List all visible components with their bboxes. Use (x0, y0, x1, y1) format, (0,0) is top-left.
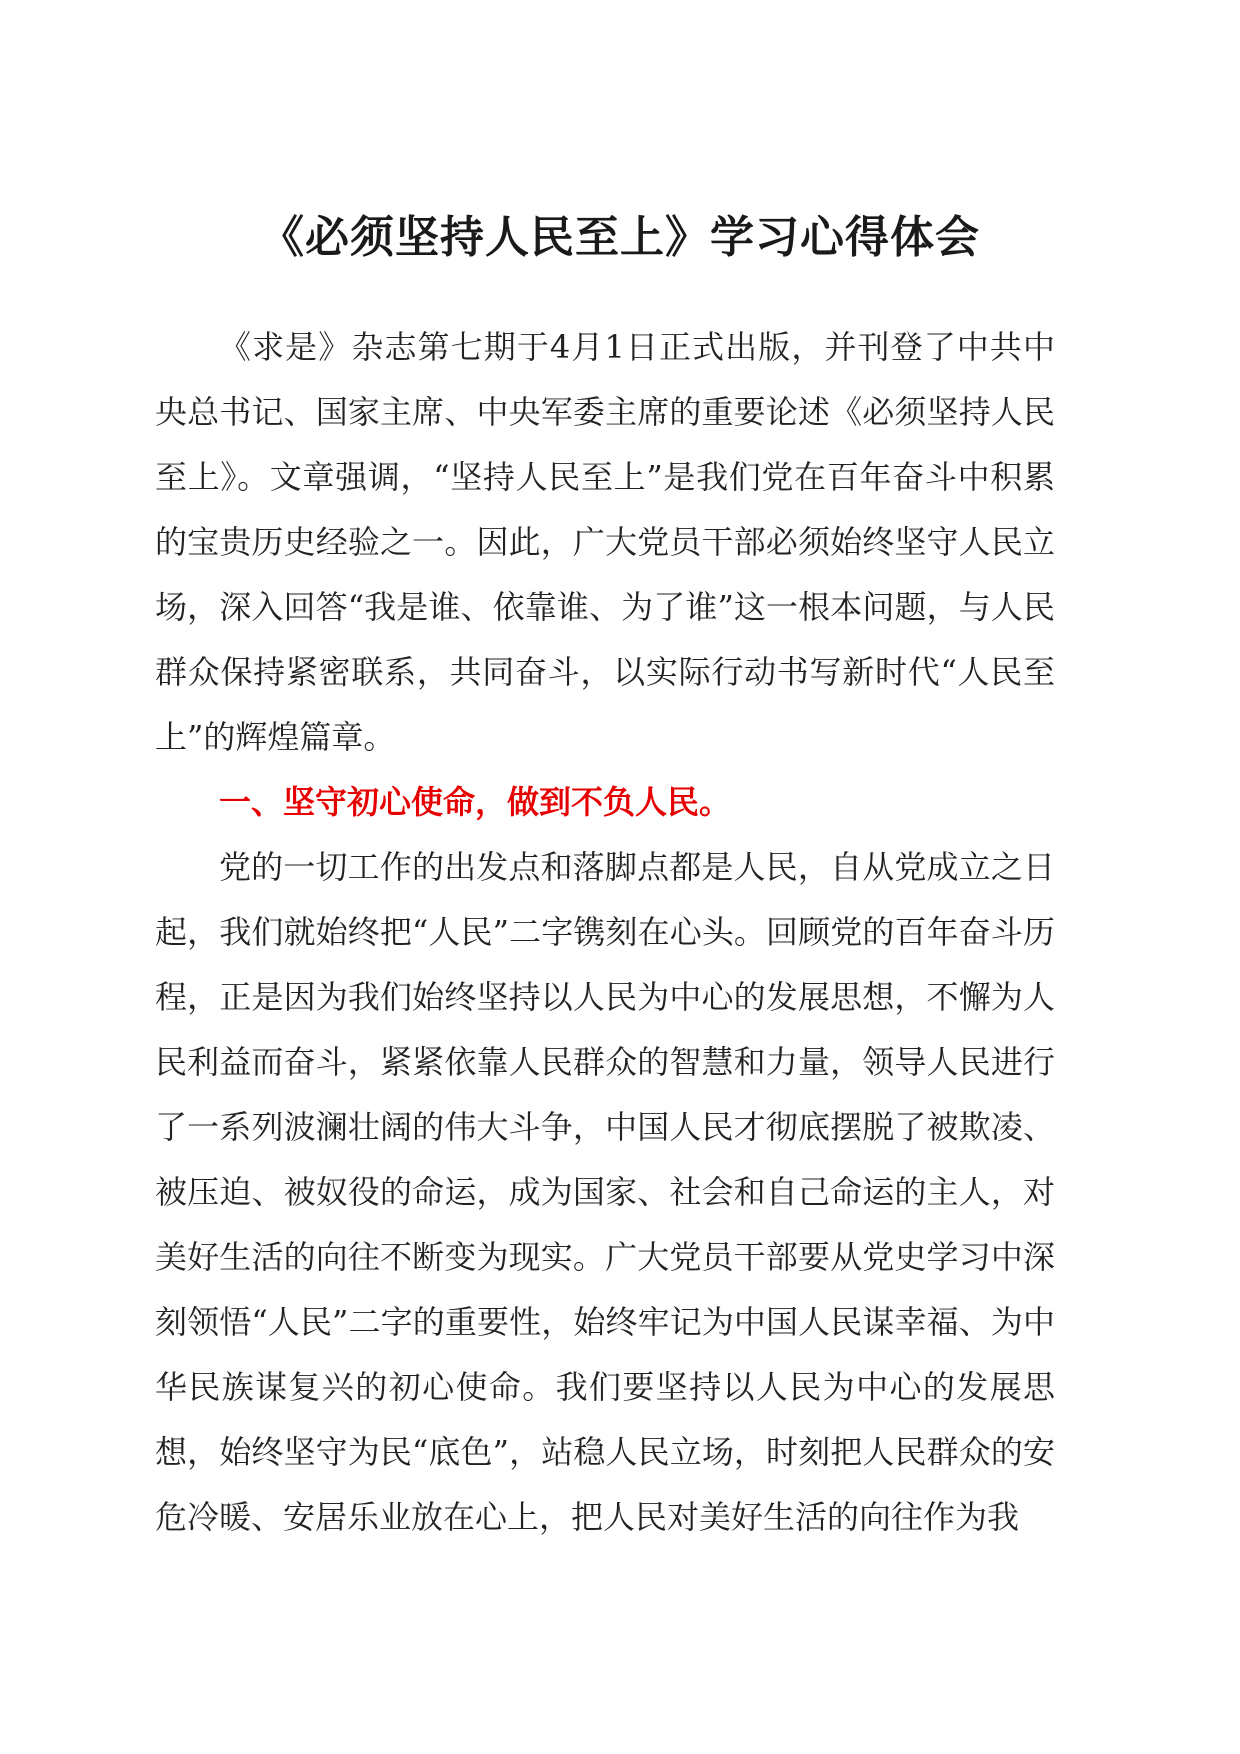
document-title: 《必须坚持人民至上》学习心得体会 (260, 212, 980, 263)
section-heading-1: 一、坚守初心使命，做到不负人民。 (219, 783, 732, 821)
intro-paragraph: 《求是》杂志第七期于4月1日正式出版，并刊登了中共中央总书记、国家主席、中央军委主席的重要论述《必须坚持人民至上》。文章强调，“坚持人民至上”是我们党在百年奋斗中积累的宝贵历史经验之一。因此，广大党员干部必须始终坚守人民立场，深入回答“我是谁、依靠谁、为了谁”这一根本问题，与人民群众保持紧密联系，共同奋斗，以实际行动书写新时代“人民至上”的辉煌篇章。 (155, 328, 1055, 756)
document-body (155, 315, 1055, 1550)
section-1-paragraph: 党的一切工作的出发点和落脚点都是人民，自从党成立之日起，我们就始终把“人民”二字镌刻在心头。回顾党的百年奋斗历程，正是因为我们始终坚持以人民为中心的发展思想，不懈为人民利益而奋斗，紧紧依靠人民群众的智慧和力量，领导人民进行了一系列波澜壮阔的伟大斗争，中国人民才彻底摆脱了被欺凌、被压迫、被奴役的命运，成为国家、社会和自己命运的主人，对美好生活的向往不断变为现实。广大党员干部要从党史学习中深刻领悟“人民”二字的重要性，始终牢记为中国人民谋幸福、为中华民族谋复兴的初心使命。我们要坚持以人民为中心的发展思想，始终坚守为民“底色”，站稳人民立场，时刻把人民群众的安危冷暖、安居乐业放在心上，把人民对美好生活的向往作为我 (155, 848, 1055, 1536)
